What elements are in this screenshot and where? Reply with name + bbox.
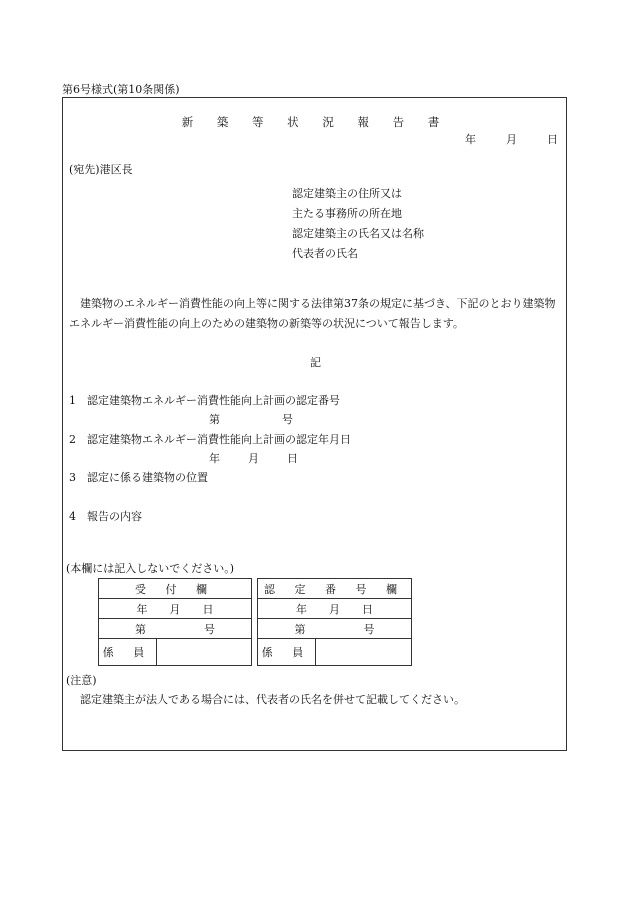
dai-label: 第 xyxy=(209,413,220,426)
date-day-label: 日 xyxy=(547,133,558,146)
office-use-table xyxy=(98,578,412,666)
reception-staff-label: 係 員 xyxy=(99,639,157,666)
form-number: 第6号様式(第10条関係) xyxy=(62,83,180,96)
year-label: 年 xyxy=(209,452,220,465)
reception-date-cell: 年 月 日 xyxy=(99,599,252,619)
cert-staff-label: 係 員 xyxy=(258,639,316,666)
item-3-building-location: 3 認定に係る建築物の位置 xyxy=(69,471,208,484)
item-1-certification-number: 1 認定建築物エネルギー消費性能向上計画の認定番号 xyxy=(69,394,340,407)
applicant-name-label: 認定建築主の氏名又は名称 xyxy=(292,227,424,240)
item-2-date-field xyxy=(209,450,298,466)
day-label: 日 xyxy=(287,452,298,465)
attention-heading: (注意) xyxy=(66,674,97,687)
go-label: 号 xyxy=(282,413,293,426)
reception-staff-field[interactable] xyxy=(157,639,252,666)
reception-column-header: 受 付 欄 xyxy=(99,579,252,599)
applicant-address-label-1: 認定建築主の住所又は xyxy=(292,187,402,200)
item-4-report-content: 4 報告の内容 xyxy=(69,510,142,523)
item-2-certification-date: 2 認定建築物エネルギー消費性能向上計画の認定年月日 xyxy=(69,433,351,446)
representative-name-label: 代表者の氏名 xyxy=(292,247,358,260)
cert-number-cell: 第 号 xyxy=(258,619,412,639)
month-label: 月 xyxy=(248,452,259,465)
date-month-label: 月 xyxy=(506,133,517,146)
cert-number-column-header: 認 定 番 号 欄 xyxy=(258,579,412,599)
ki-heading: 記 xyxy=(310,356,321,369)
applicant-address-label-2: 主たる事務所の所在地 xyxy=(292,207,402,220)
report-date xyxy=(465,131,558,147)
report-body-text: 建築物のエネルギー消費性能の向上等に関する法律第37条の規定に基づき、下記のとおり建築物エネルギー消費性能の向上のための建築物の新築等の状況について報告します。 xyxy=(69,297,556,330)
item-1-number-field xyxy=(209,411,293,427)
cert-date-cell: 年 月 日 xyxy=(258,599,412,619)
report-form-frame xyxy=(62,97,567,751)
date-year-label: 年 xyxy=(465,133,476,146)
office-use-note: (本欄には記入しないでください。) xyxy=(66,562,235,575)
attention-text: 認定建築主が法人である場合には、代表者の氏名を併せて記載してください。 xyxy=(80,693,465,706)
addressee: (宛先)港区長 xyxy=(69,163,133,176)
form-title: 新 築 等 状 況 報 告 書 xyxy=(181,115,450,129)
cert-staff-field[interactable] xyxy=(316,639,412,666)
reception-number-cell: 第 号 xyxy=(99,619,252,639)
